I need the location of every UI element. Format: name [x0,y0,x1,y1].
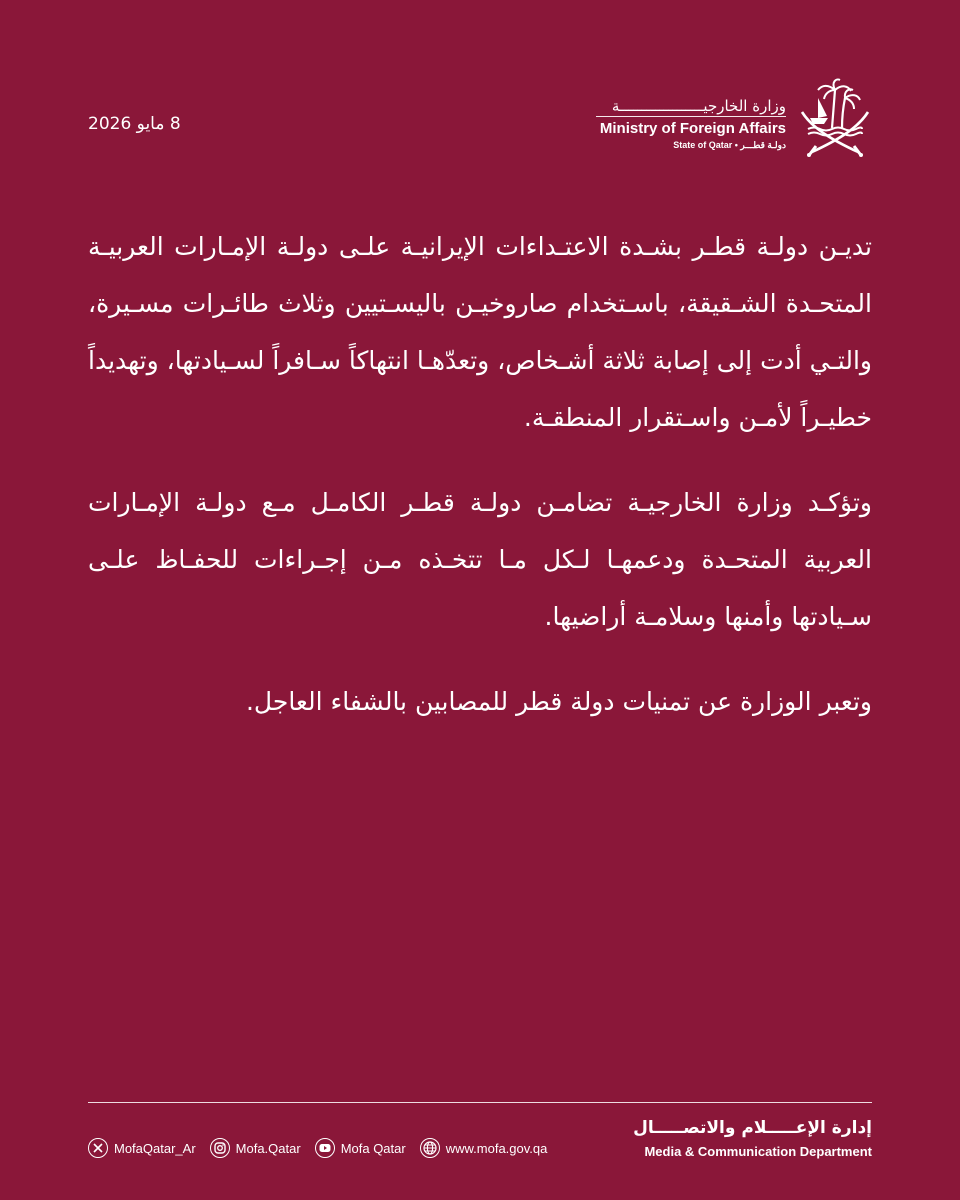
social-label-x: MofaQatar_Ar [114,1140,196,1156]
x-icon [88,1138,108,1158]
social-link-website[interactable] [420,1138,548,1158]
footer-divider [88,1102,872,1103]
ministry-brand [596,76,872,158]
social-links [88,1138,547,1158]
department-block [633,1118,872,1159]
brand-text [596,98,786,151]
qatar-emblem-icon [798,76,872,158]
brand-subtitle: State of Qatar • دولـة قطـــر [673,139,786,150]
youtube-icon [315,1138,335,1158]
social-link-x[interactable] [88,1138,196,1158]
globe-icon [420,1138,440,1158]
brand-name-english: Ministry of Foreign Affairs [599,119,786,137]
statement-date: 8 مايو 2026 [88,114,181,134]
department-name-arabic: إدارة الإعـــــلام والاتصـــــال [633,1118,872,1138]
social-label-website: www.mofa.gov.qa [445,1140,548,1156]
brand-name-arabic: وزارة الخارجيـــــــــــــــــــة [611,97,786,115]
department-name-english: Media & Communication Department [644,1144,872,1160]
brand-divider [596,116,786,117]
statement-paragraph-3: وتعبر الوزارة عن تمنيات دولة قطر للمصابين بالشفاء العاجل. [245,687,872,716]
statement-paragraph-1: تديـن دولـة قطـر بشـدة الاعتـداءات الإيرانيـة علـى دولـة الإمـارات العربيـة المتحـدة الشـقيقة، باسـتخدام صاروخيـن باليسـتيين وثلاث طائـرات مسـيرة، والتـي أدت إلى إصابة ثلاثة أشـخاص، وتعدّهـا انتهاكاً سـافراً لسـيادتها، وتهديداً خطيـراً لأمـن واسـتقرار المنطقـة. [88,232,872,432]
social-link-youtube[interactable] [315,1138,406,1158]
social-label-instagram: Mofa.Qatar [235,1140,301,1156]
social-label-youtube: Mofa Qatar [340,1140,406,1156]
statement-body [88,218,872,758]
social-link-instagram[interactable] [210,1138,301,1158]
instagram-icon [210,1138,230,1158]
statement-paragraph-2: وتؤكـد وزارة الخارجيـة تضامـن دولـة قطـر الكامـل مـع دولـة الإمـارات العربية المتحـدة ودعمهـا لـكل مـا تتخـذه مـن إجـراءات للحفـاظ علـى سـيادتها وأمنها وسلامـة أراضيها. [88,488,872,631]
